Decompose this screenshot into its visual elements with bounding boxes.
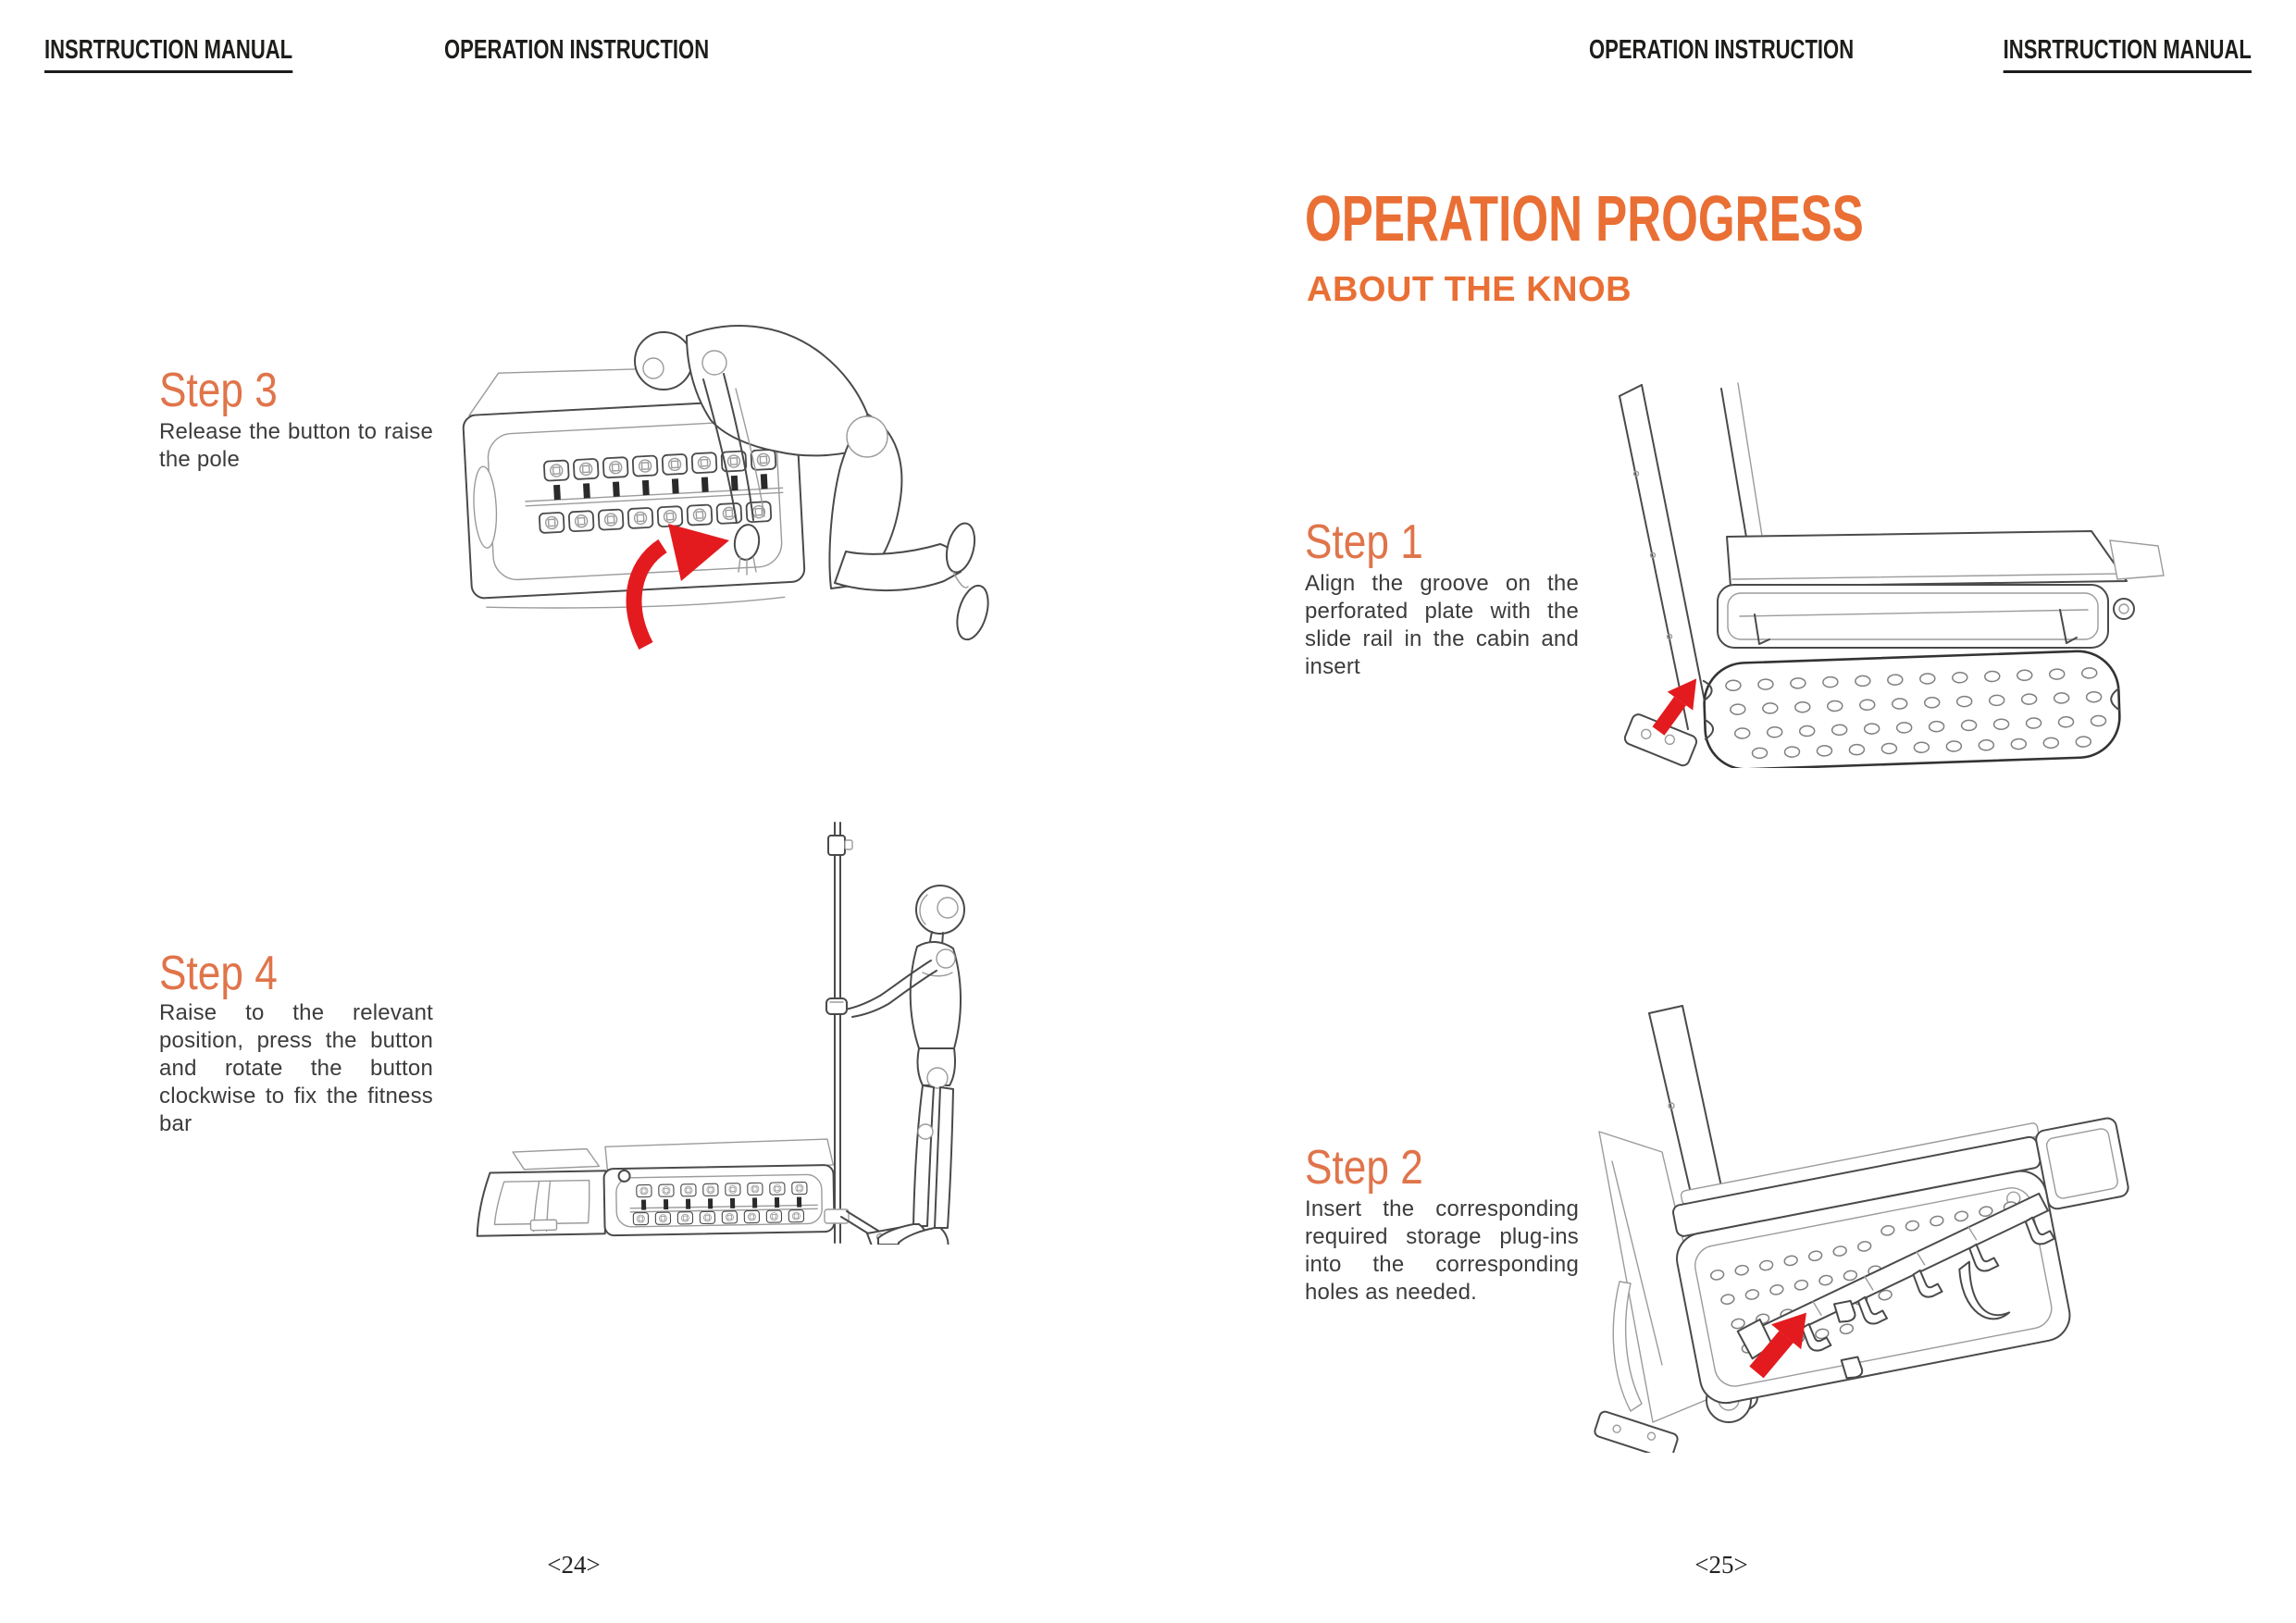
step1-body: Align the groove on the perforated plate with the slide rail in the cabin and insert — [1305, 571, 1579, 679]
illustration-step3-figure-on-bench — [453, 305, 1009, 675]
step4-title: Step 4 — [159, 947, 278, 1000]
page-number-left: <24> — [547, 1551, 601, 1579]
header-instruction-manual-right — [1925, 35, 2252, 73]
illustration-step4-figure-with-bar — [449, 810, 1023, 1245]
page-number-right: <25> — [1694, 1551, 1748, 1579]
cabin-opening-drawing — [1718, 531, 2164, 648]
step2-title: Step 2 — [1305, 1141, 1423, 1195]
header-operation-instruction-right-text: OPERATION INSTRUCTION — [1589, 35, 1855, 65]
step2-body: Insert the corresponding required storage plug-ins into the corresponding holes as needed. — [1305, 1196, 1579, 1305]
header-instruction-manual-right-text: INSRTRUCTION MANUAL — [2004, 35, 2252, 73]
header-operation-instruction-right — [1589, 35, 1937, 66]
perforated-plate-drawing — [1703, 650, 2121, 768]
page-title: OPERATION PROGRESS — [1305, 182, 1864, 254]
header-instruction-manual-left-text: INSRTRUCTION MANUAL — [44, 35, 292, 73]
step3-title: Step 3 — [159, 364, 278, 417]
header-instruction-manual-left — [44, 35, 371, 73]
header-operation-instruction-left-text: OPERATION INSTRUCTION — [444, 35, 710, 65]
page-subtitle: ABOUT THE KNOB — [1307, 270, 1632, 309]
header-operation-instruction-left — [444, 35, 792, 66]
standing-figure-drawing — [826, 886, 964, 1245]
step4-body: Raise to the relevant position, press the button and rotate the button clockwise to fix the fitness bar — [159, 1000, 433, 1136]
cabin-with-plug-ins-drawing — [1664, 1108, 2154, 1407]
bench-front-drawing — [476, 1139, 835, 1238]
fitness-bar-drawing — [825, 823, 913, 1245]
illustration-step2-storage-plug-ins — [1571, 976, 2173, 1453]
right-page — [1148, 0, 2296, 1623]
illustration-step1-perforated-plate — [1608, 370, 2205, 768]
step3-body: Release the button to raise the pole — [159, 419, 433, 472]
step1-title: Step 1 — [1305, 515, 1423, 569]
